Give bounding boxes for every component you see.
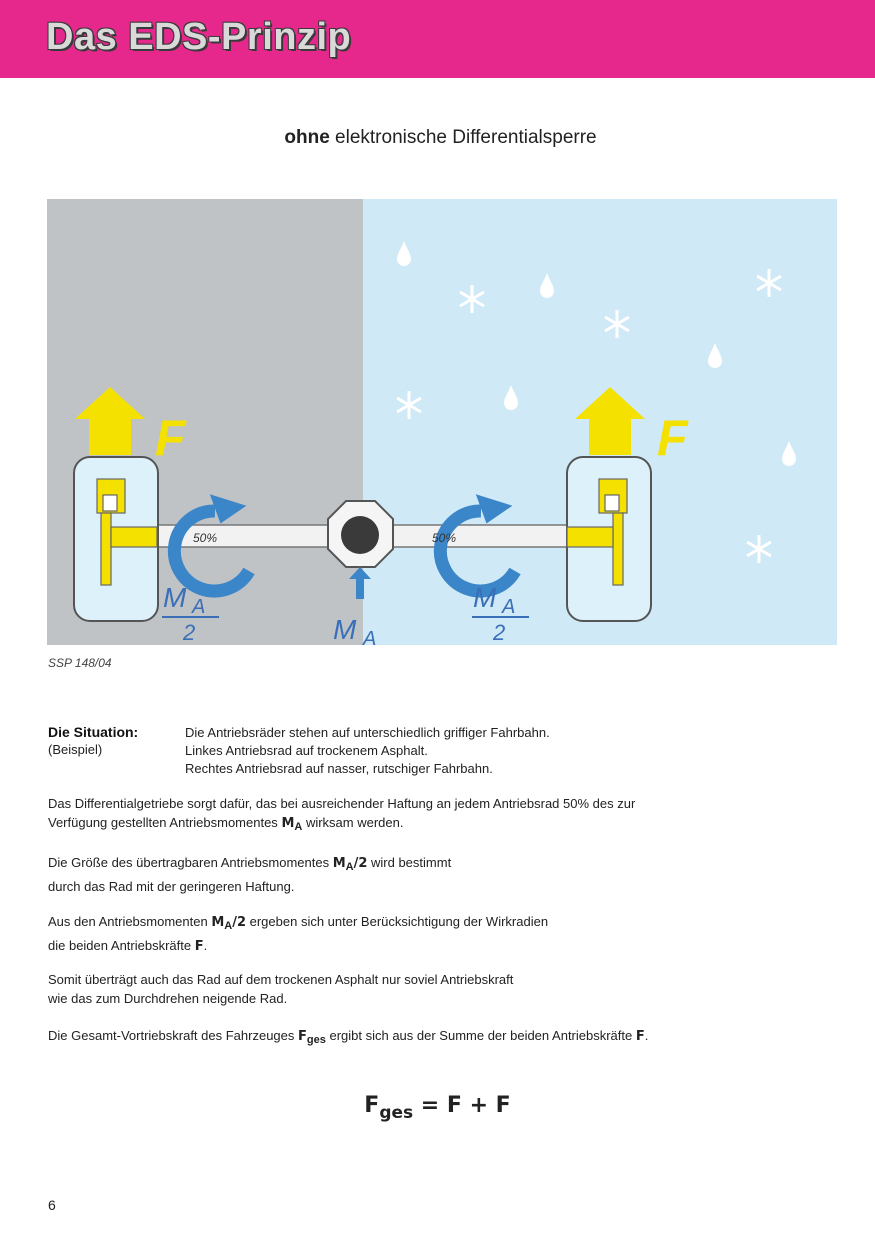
paragraph-line: die beiden Antriebskräfte F. xyxy=(48,938,208,954)
left-moment-symbol: M xyxy=(163,582,187,613)
header-band xyxy=(0,0,875,78)
paragraph-line: Somit überträgt auch das Rad auf dem trockenen Asphalt nur soviel Antriebskraft xyxy=(48,972,514,987)
differential-gear xyxy=(341,516,379,554)
paragraph-3 xyxy=(48,912,838,956)
situation-lines xyxy=(185,724,550,778)
paragraph-line: Aus den Antriebsmomenten $M_A/2$ ergeben sich unter Berücksichtigung der Wirkradien xyxy=(48,914,549,932)
situation-line: Die Antriebsräder stehen auf unterschiedlich griffiger Fahrbahn. xyxy=(185,725,550,740)
paragraph-line: Die Gesamt-Vortriebskraft des Fahrzeuges $F_{ges}$ ergibt sich aus der Summe der beiden Antriebskräfte F. xyxy=(48,1028,649,1046)
total-force-formula xyxy=(0,1093,875,1123)
left-percent-label: 50% xyxy=(193,531,218,545)
situation-label: Die Situation: xyxy=(48,724,139,740)
left-moment-divisor: 2 xyxy=(183,620,196,645)
page-title: Das EDS-Prinzip xyxy=(46,16,352,58)
paragraph-line: durch das Rad mit der geringeren Haftung. xyxy=(48,879,295,894)
paragraph-line: Die Größe des übertragbaren Antriebsmomentes $M_A/2$ wird bestimmt xyxy=(48,855,452,873)
paragraph-line: Das Differentialgetriebe sorgt dafür, das bei ausreichender Haftung an jedem Antriebsrad 50% des zur xyxy=(48,796,636,811)
left-moment-subscript: A xyxy=(192,596,206,618)
right-force-label: F xyxy=(657,410,688,466)
situation-sublabel: (Beispiel) xyxy=(48,742,103,757)
right-moment-symbol: M xyxy=(473,582,497,613)
left-force-label: F xyxy=(155,410,186,466)
right-axle-shaft xyxy=(387,525,567,547)
center-moment-subscript: A xyxy=(363,628,377,645)
right-moment-divisor: 2 xyxy=(493,620,506,645)
eds-diagram xyxy=(47,199,837,645)
paragraph-1 xyxy=(48,794,838,837)
formula-rhs: = F + F xyxy=(413,1093,511,1118)
situation-line: Linkes Antriebsrad auf trockenem Asphalt. xyxy=(185,743,428,758)
situation-line: Rechtes Antriebsrad auf nasser, rutschiger Fahrbahn. xyxy=(185,761,493,776)
figure-caption: SSP 148/04 xyxy=(48,656,112,670)
paragraph-4 xyxy=(48,970,838,1008)
paragraph-2 xyxy=(48,853,838,896)
right-moment-subscript: A xyxy=(502,596,516,618)
center-moment-symbol: M xyxy=(333,614,357,645)
subtitle xyxy=(3,127,875,149)
paragraph-line: wie das zum Durchdrehen neigende Rad. xyxy=(48,991,288,1006)
formula-lhs-subscript: ges xyxy=(379,1103,414,1123)
page-number: 6 xyxy=(48,1197,56,1213)
paragraph-line: Verfügung gestellten Antriebsmomentes $M_A$ wirksam werden. xyxy=(48,815,404,833)
right-percent-label: 50% xyxy=(432,531,457,545)
paragraph-5 xyxy=(48,1026,838,1050)
subtitle-rest: elektronische Differentialsperre xyxy=(329,127,597,148)
subtitle-bold: ohne xyxy=(284,127,330,148)
formula-lhs: F xyxy=(364,1093,380,1118)
